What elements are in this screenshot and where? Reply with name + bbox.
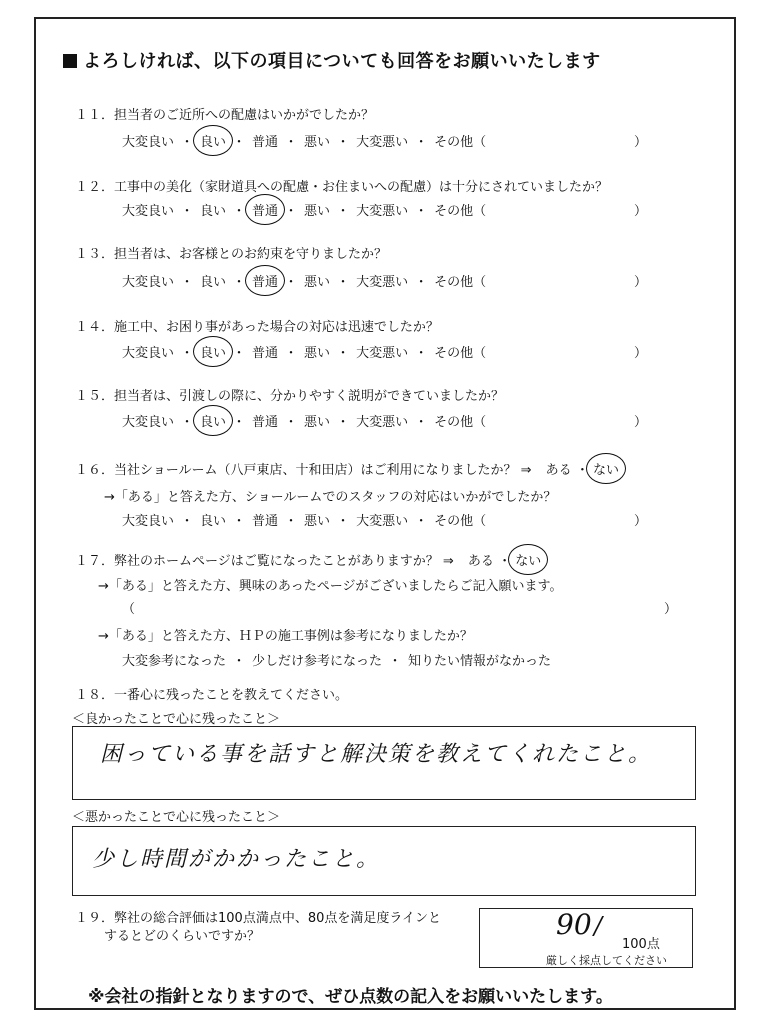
other-close-paren: ） <box>634 275 648 290</box>
question-19-line-2: するとどのくらいですか？ <box>104 929 261 944</box>
option-very-good[interactable]: 大変良い <box>122 275 175 290</box>
options-q14: 大変良い ・ 良い ・ 普通 ・ 悪い ・ 大変悪い ・ その他（ <box>122 342 486 361</box>
good-memory-answer: 困っている事を話すと解決策を教えてくれたこと。 <box>100 742 653 767</box>
question-18: １８．一番心に残ったことを教えてください。 <box>75 688 349 703</box>
selection-circle <box>245 265 285 296</box>
option-very-good[interactable]: 大変良い <box>122 514 175 529</box>
question-11: １１．担当者のご近所への配慮はいかがでしたか？ <box>75 108 375 123</box>
bad-memory-answer: 少し時間がかかったこと。 <box>92 847 381 872</box>
other-close-paren: ） <box>634 415 648 430</box>
question-12: １２．工事中の美化（家財道具への配慮・お住まいへの配慮）は十分にされていましたか？ <box>75 180 609 195</box>
option-yes[interactable]: ある <box>467 554 494 569</box>
option-other[interactable]: その他（ <box>434 135 487 150</box>
question-14: １４．施工中、お困り事があった場合の対応は迅速でしたか？ <box>75 320 439 335</box>
option-good[interactable]: 良い <box>200 275 227 290</box>
option-bad[interactable]: 悪い <box>304 346 331 361</box>
options-q11: 大変良い ・ 良い ・ 普通 ・ 悪い ・ 大変悪い ・ その他（ <box>122 131 486 150</box>
section-heading <box>63 47 601 73</box>
option-good[interactable]: 良い <box>200 204 227 219</box>
option-bad[interactable]: 悪い <box>304 275 331 290</box>
selection-circle <box>586 453 626 484</box>
option-very-good[interactable]: 大変良い <box>122 135 175 150</box>
selection-circle <box>245 194 285 225</box>
option-bad[interactable]: 悪い <box>304 514 331 529</box>
option-very-good[interactable]: 大変良い <box>122 415 175 430</box>
option-bad[interactable]: 悪い <box>304 135 331 150</box>
score-max: 100点 <box>622 937 660 952</box>
option-no[interactable]: ない <box>593 459 619 478</box>
option-good[interactable]: 良い <box>200 411 226 430</box>
other-close-paren: ） <box>634 204 648 219</box>
interest-close-paren: ） <box>664 602 678 617</box>
other-close-paren: ） <box>634 346 648 361</box>
options-q15: 大変良い ・ 良い ・ 普通 ・ 悪い ・ 大変悪い ・ その他（ <box>122 411 486 430</box>
option-bad[interactable]: 悪い <box>304 415 331 430</box>
option-very-bad[interactable]: 大変悪い <box>356 346 409 361</box>
option-other[interactable]: その他（ <box>434 204 487 219</box>
question-16: １６．当社ショールーム（八戸東店、十和田店）はご利用になりましたか？ ⇒ ある ・ ない <box>75 459 619 478</box>
question-16-followup: →「ある」と答えた方、ショールームでのスタッフの対応はいかがでしたか？ <box>104 490 557 505</box>
option-very-bad[interactable]: 大変悪い <box>356 514 409 529</box>
option-normal[interactable]: 普通 <box>252 135 279 150</box>
selection-circle <box>193 405 233 436</box>
good-memory-label: ＜良かったことで心に残ったこと＞ <box>72 712 281 727</box>
option-normal[interactable]: 普通 <box>252 346 279 361</box>
option-other[interactable]: その他（ <box>434 346 487 361</box>
option-not-helpful[interactable]: 知りたい情報がなかった <box>408 654 552 669</box>
question-15: １５．担当者は、引渡しの際に、分かりやすく説明ができていましたか？ <box>75 389 505 404</box>
section-heading-text: よろしければ、以下の項目についても回答をお願いいたします <box>83 51 601 72</box>
option-good[interactable]: 良い <box>200 514 227 529</box>
option-normal[interactable]: 普通 <box>252 514 279 529</box>
option-very-bad[interactable]: 大変悪い <box>356 275 409 290</box>
option-other[interactable]: その他（ <box>434 275 487 290</box>
question-13: １３．担当者は、お客様とのお約束を守りましたか？ <box>75 247 388 262</box>
question-19-line-1: １９．弊社の総合評価は100点満点中、80点を満足度ラインと <box>75 911 441 926</box>
option-normal[interactable]: 普通 <box>252 271 278 290</box>
option-normal[interactable]: 普通 <box>252 415 279 430</box>
option-other[interactable]: その他（ <box>434 415 487 430</box>
option-very-good[interactable]: 大変良い <box>122 346 175 361</box>
option-good[interactable]: 良い <box>200 131 226 150</box>
score-note: 厳しく採点してください <box>546 954 667 967</box>
score-value: 90 <box>556 908 592 941</box>
bad-memory-label: ＜悪かったことで心に残ったこと＞ <box>72 810 281 825</box>
option-very-bad[interactable]: 大変悪い <box>356 415 409 430</box>
question-17: １７．弊社のホームページはご覧になったことがありますか？ ⇒ ある ・ ない <box>75 550 541 569</box>
question-17-followup-2: →「ある」と答えた方、ＨＰの施工事例は参考になりましたか？ <box>98 629 473 644</box>
option-no[interactable]: ない <box>515 550 541 569</box>
options-q16: 大変良い ・ 良い ・ 普通 ・ 悪い ・ 大変悪い ・ その他（ <box>122 510 486 529</box>
selection-circle <box>193 336 233 367</box>
option-other[interactable]: その他（ <box>434 514 487 529</box>
option-yes[interactable]: ある <box>545 463 572 478</box>
option-very-bad[interactable]: 大変悪い <box>356 135 409 150</box>
interest-open-paren: （ <box>122 602 136 617</box>
option-normal[interactable]: 普通 <box>252 200 278 219</box>
question-17-followup-1: →「ある」と答えた方、興味のあったページがございましたらご記入願います。 <box>98 579 563 594</box>
option-bad[interactable]: 悪い <box>304 204 331 219</box>
options-q13: 大変良い ・ 良い ・ 普通 ・ 悪い ・ 大変悪い ・ その他（ <box>122 271 486 290</box>
option-very-good[interactable]: 大変良い <box>122 204 175 219</box>
option-very-bad[interactable]: 大変悪い <box>356 204 409 219</box>
selection-circle <box>193 125 233 156</box>
other-close-paren: ） <box>634 514 648 529</box>
options-q12: 大変良い ・ 良い ・ 普通 ・ 悪い ・ 大変悪い ・ その他（ <box>122 200 486 219</box>
selection-circle <box>508 544 548 575</box>
option-slightly-helpful[interactable]: 少しだけ参考になった <box>252 654 383 669</box>
other-close-paren: ） <box>634 135 648 150</box>
option-good[interactable]: 良い <box>200 342 226 361</box>
option-very-helpful[interactable]: 大変参考になった <box>122 654 227 669</box>
score-slash: / <box>594 912 603 940</box>
square-bullet-icon <box>63 54 77 68</box>
options-q17-hp: 大変参考になった ・ 少しだけ参考になった ・ 知りたい情報がなかった <box>122 650 551 669</box>
footer-note: ※会社の指針となりますので、ぜひ点数の記入をお願いいたします。 <box>88 987 613 1007</box>
